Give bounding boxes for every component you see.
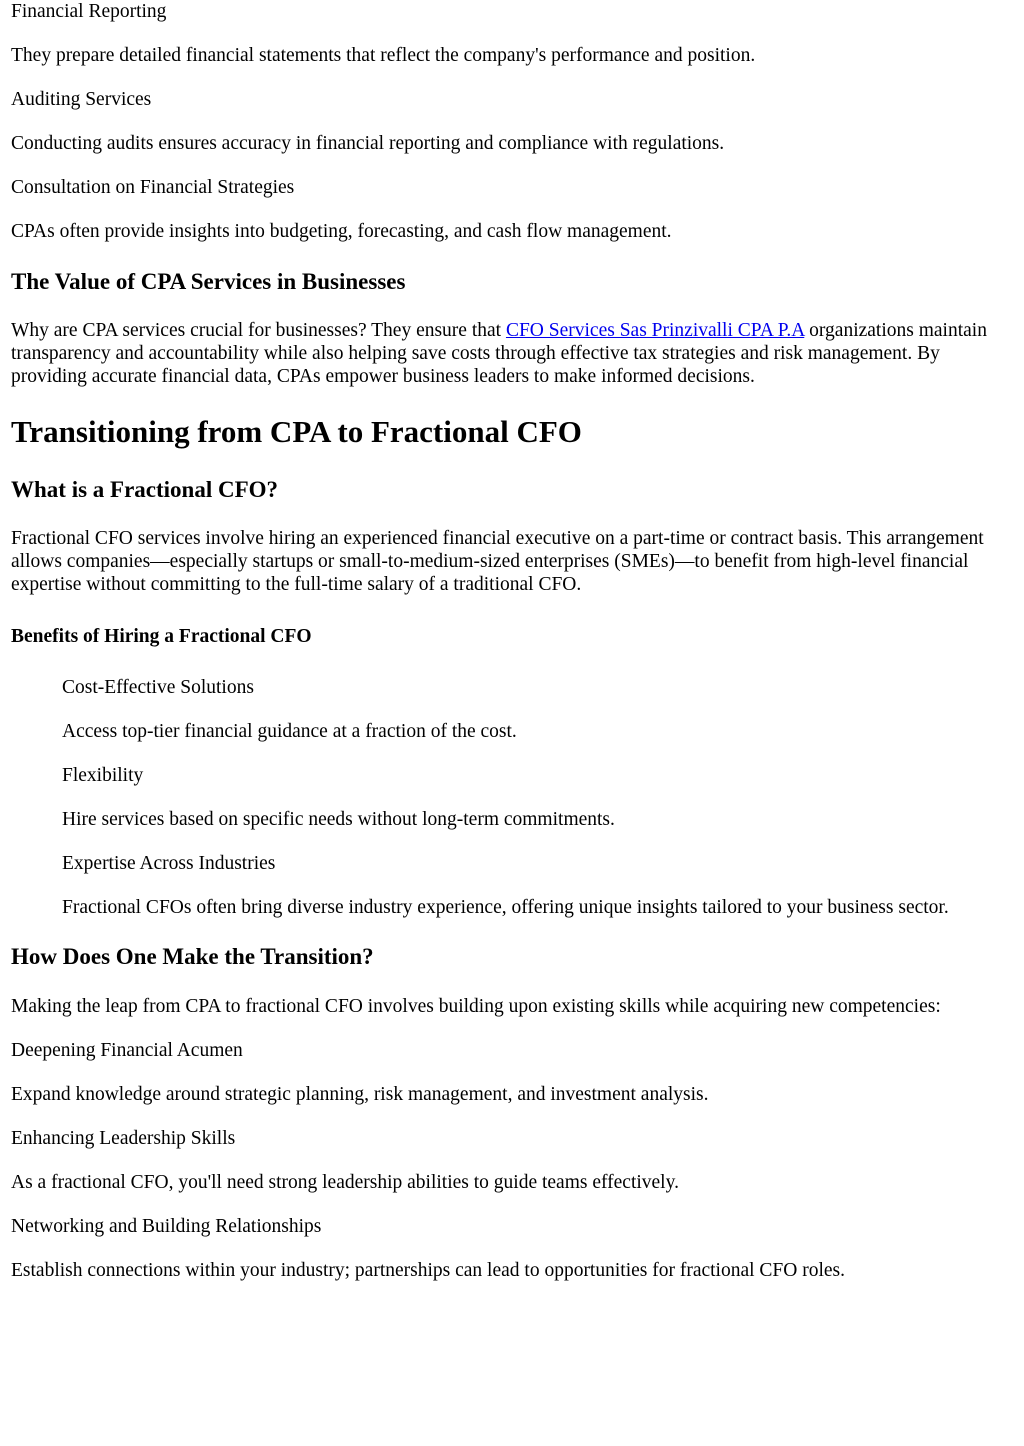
- intro-item-text: They prepare detailed financial statements that reflect the company's performance and position.: [11, 45, 756, 66]
- cfo-services-link[interactable]: CFO Services Sas Prinzivalli CPA P.A: [505, 320, 805, 341]
- value-paragraph: [11, 319, 1013, 388]
- intro-item-text: CPAs often provide insights into budgeting, forecasting, and cash flow management.: [11, 221, 672, 242]
- value-paragraph-end: organizations maintain transparency and accountability while also helping save costs through effective tax strategies and risk management. By providing accurate financial data, CPAs empower business leaders to make informed decisions.: [11, 320, 987, 387]
- benefit-text: Fractional CFOs often bring diverse industry experience, offering unique insights tailored to your business sector.: [62, 897, 949, 918]
- benefit-text: Hire services based on specific needs without long-term commitments.: [62, 809, 615, 830]
- how-intro: Making the leap from CPA to fractional CFO involves building upon existing skills while acquiring new competencies:: [11, 996, 941, 1017]
- benefit-title: Cost-Effective Solutions: [62, 677, 254, 698]
- how-item-title: Enhancing Leadership Skills: [11, 1128, 236, 1149]
- fractional-paragraph: Fractional CFO services involve hiring an experienced financial executive on a part-time or contract basis. This arrangement allows companies—especially startups or small-to-medium-sized enterprises (SMEs)—to benefit from high-level financial expertise without committing to the full-time salary of a traditional CFO.: [11, 528, 984, 595]
- intro-item-title: Financial Reporting: [11, 1, 167, 22]
- intro-item-text: Conducting audits ensures accuracy in financial reporting and compliance with regulations.: [11, 133, 725, 154]
- section-heading-value: The Value of CPA Services in Businesses: [11, 269, 406, 294]
- how-item-title: Deepening Financial Acumen: [11, 1040, 243, 1061]
- section-heading-how: How Does One Make the Transition?: [11, 944, 374, 969]
- section-heading-transition: Transitioning from CPA to Fractional CFO: [11, 414, 582, 449]
- value-paragraph-start: Why are CPA services crucial for businesses? They ensure that: [11, 320, 506, 341]
- intro-item-title: Auditing Services: [11, 89, 152, 110]
- how-item-title: Networking and Building Relationships: [11, 1216, 322, 1237]
- how-item-text: Expand knowledge around strategic planning, risk management, and investment analysis.: [11, 1084, 709, 1105]
- how-item-text: Establish connections within your industry; partnerships can lead to opportunities for fractional CFO roles.: [11, 1260, 846, 1281]
- benefit-title: Expertise Across Industries: [62, 853, 276, 874]
- benefit-title: Flexibility: [62, 765, 144, 786]
- benefit-text: Access top-tier financial guidance at a fraction of the cost.: [62, 721, 517, 742]
- how-item-text: As a fractional CFO, you'll need strong leadership abilities to guide teams effectively.: [11, 1172, 679, 1193]
- benefits-heading: Benefits of Hiring a Fractional CFO: [11, 626, 312, 647]
- intro-item-title: Consultation on Financial Strategies: [11, 177, 295, 198]
- section-heading-fractional: What is a Fractional CFO?: [11, 477, 279, 502]
